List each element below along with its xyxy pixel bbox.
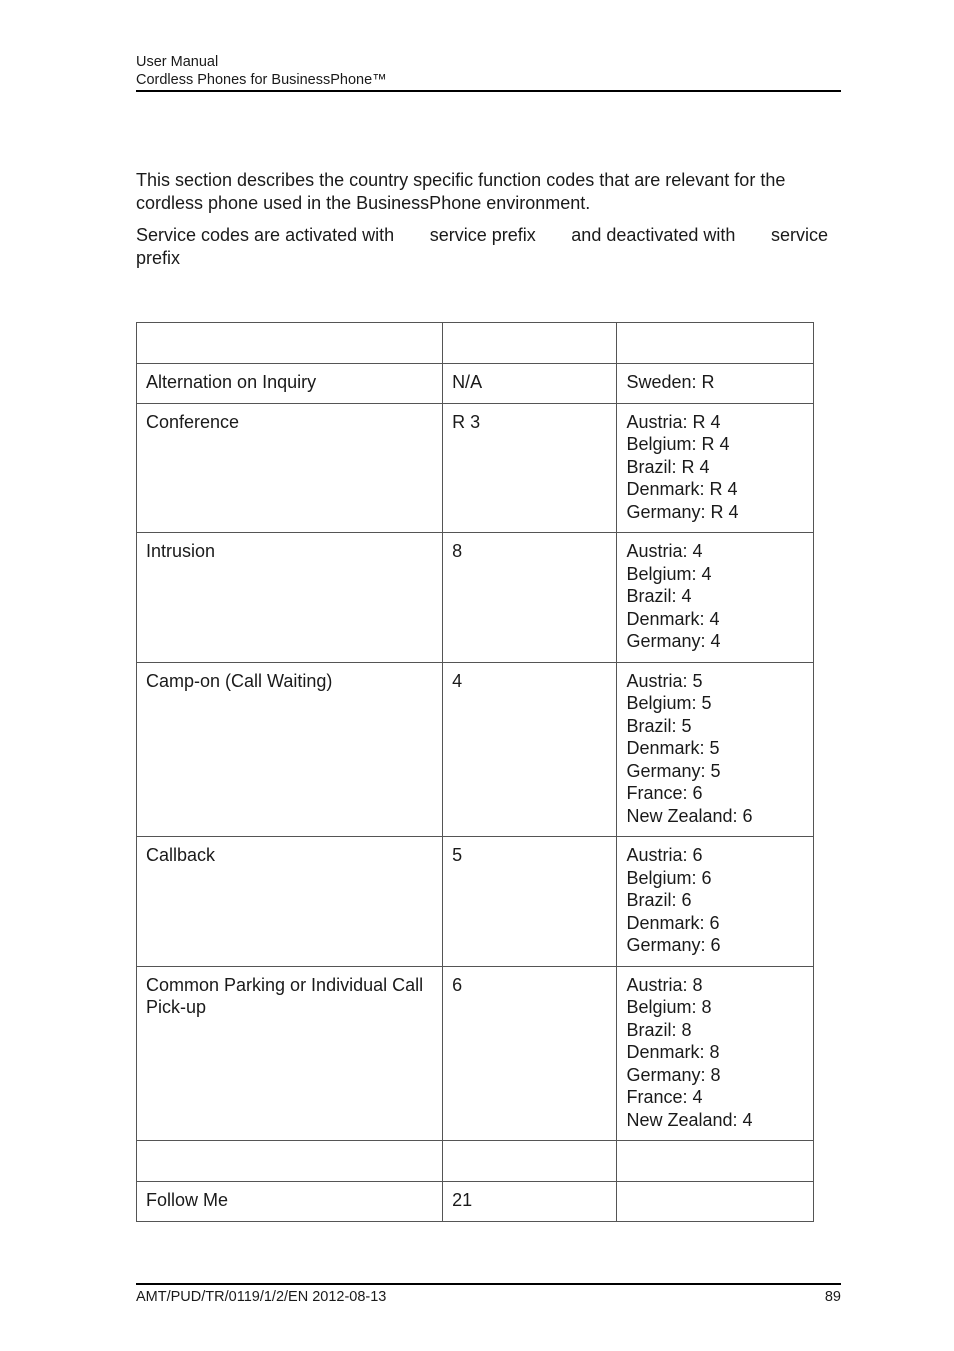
country-code-line: Austria: R 4 (626, 411, 721, 432)
table-row (137, 364, 814, 404)
country-code-line: Sweden: R (626, 372, 715, 392)
table-row (137, 1182, 814, 1222)
country-code-cell (617, 837, 814, 967)
country-code-line: Germany: 8 (626, 1064, 721, 1085)
country-code-line: Austria: 4 (626, 541, 703, 561)
country-code-cell (617, 364, 814, 404)
header-product-title: Cordless Phones for BusinessPhone™ (136, 72, 387, 88)
country-code-cell (617, 403, 814, 533)
country-code-line: Brazil: 5 (626, 715, 692, 736)
function-codes-body (137, 323, 814, 1222)
table-row (137, 837, 814, 967)
code-cell: 4 (443, 662, 617, 837)
country-code-line: Belgium: 4 (626, 563, 712, 584)
country-code-line: Belgium: R 4 (626, 434, 730, 454)
country-code-line: Germany: 6 (626, 935, 721, 955)
header-manual-title: User Manual (136, 54, 219, 70)
intro-section (136, 169, 841, 269)
function-codes-table (136, 322, 814, 1222)
country-code-line: Belgium: 5 (626, 693, 712, 713)
country-code-line: Austria: 8 (626, 974, 703, 995)
function-cell: Camp-on (Call Waiting) (137, 662, 443, 837)
country-code-line: Denmark: 5 (626, 738, 720, 758)
service-code-text-3: and deactivated with (571, 225, 736, 245)
country-code-line: Germany: 5 (626, 760, 721, 781)
country-code-line: Denmark: 6 (626, 912, 720, 933)
country-code-line: Brazil: 4 (626, 586, 692, 606)
country-code-line: New Zealand: 4 (626, 1109, 753, 1130)
country-code-line: Austria: 5 (626, 670, 703, 691)
code-cell: 8 (443, 533, 617, 663)
function-cell: Conference (137, 403, 443, 533)
country-code-cell (617, 966, 814, 1141)
country-code-line: Brazil: 6 (626, 890, 692, 910)
table-row (137, 966, 814, 1141)
country-code-cell (617, 323, 814, 364)
country-code-line: Belgium: 8 (626, 997, 712, 1017)
country-code-cell (617, 533, 814, 663)
page-footer (136, 1283, 841, 1306)
country-code-line: Denmark: 4 (626, 608, 720, 629)
country-code-line: Belgium: 6 (626, 867, 712, 888)
function-cell: Follow Me (137, 1182, 443, 1222)
function-cell: Common Parking or Individual Call Pick-up (137, 966, 443, 1141)
code-cell (443, 1141, 617, 1182)
function-cell: Intrusion (137, 533, 443, 663)
country-code-line: Denmark: 8 (626, 1042, 720, 1062)
service-code-text-4: service (770, 225, 828, 245)
service-code-paragraph (136, 224, 841, 269)
table-row (137, 403, 814, 533)
page-number: 89 (824, 1289, 841, 1305)
table-row (137, 323, 814, 364)
table-row (137, 662, 814, 837)
code-cell: 6 (443, 966, 617, 1141)
service-code-text-2: service prefix (429, 225, 536, 245)
country-code-cell (617, 1182, 814, 1222)
code-cell: N/A (443, 364, 617, 404)
country-code-line: France: 4 (626, 1087, 703, 1107)
document-id: AMT/PUD/TR/0119/1/2/EN 2012-08-13 (136, 1289, 387, 1305)
table-row (137, 533, 814, 663)
service-code-line (136, 224, 828, 247)
code-cell (443, 323, 617, 364)
country-code-cell (617, 1141, 814, 1182)
country-code-line: New Zealand: 6 (626, 805, 753, 826)
country-code-line: Germany: R 4 (626, 501, 739, 522)
country-code-line: Brazil: R 4 (626, 456, 710, 477)
country-code-line: Denmark: R 4 (626, 479, 738, 499)
country-code-cell (617, 662, 814, 837)
page-header (136, 53, 841, 92)
service-code-text-tail: prefix (136, 247, 181, 268)
code-cell: 5 (443, 837, 617, 967)
service-code-text-1: Service codes are activated with (136, 225, 395, 245)
code-cell: R 3 (443, 403, 617, 533)
table-row (137, 1141, 814, 1182)
country-code-line: Germany: 4 (626, 631, 721, 651)
function-cell: Callback (137, 837, 443, 967)
intro-paragraph: This section describes the country specific function codes that are relevant for the cordless phone used in the BusinessPhone environment. (136, 170, 786, 213)
code-cell: 21 (443, 1182, 617, 1222)
country-code-line: France: 6 (626, 783, 703, 803)
country-code-line: Brazil: 8 (626, 1019, 692, 1040)
country-code-line: Austria: 6 (626, 845, 703, 865)
function-cell (137, 1141, 443, 1182)
function-cell: Alternation on Inquiry (137, 364, 443, 404)
function-cell (137, 323, 443, 364)
